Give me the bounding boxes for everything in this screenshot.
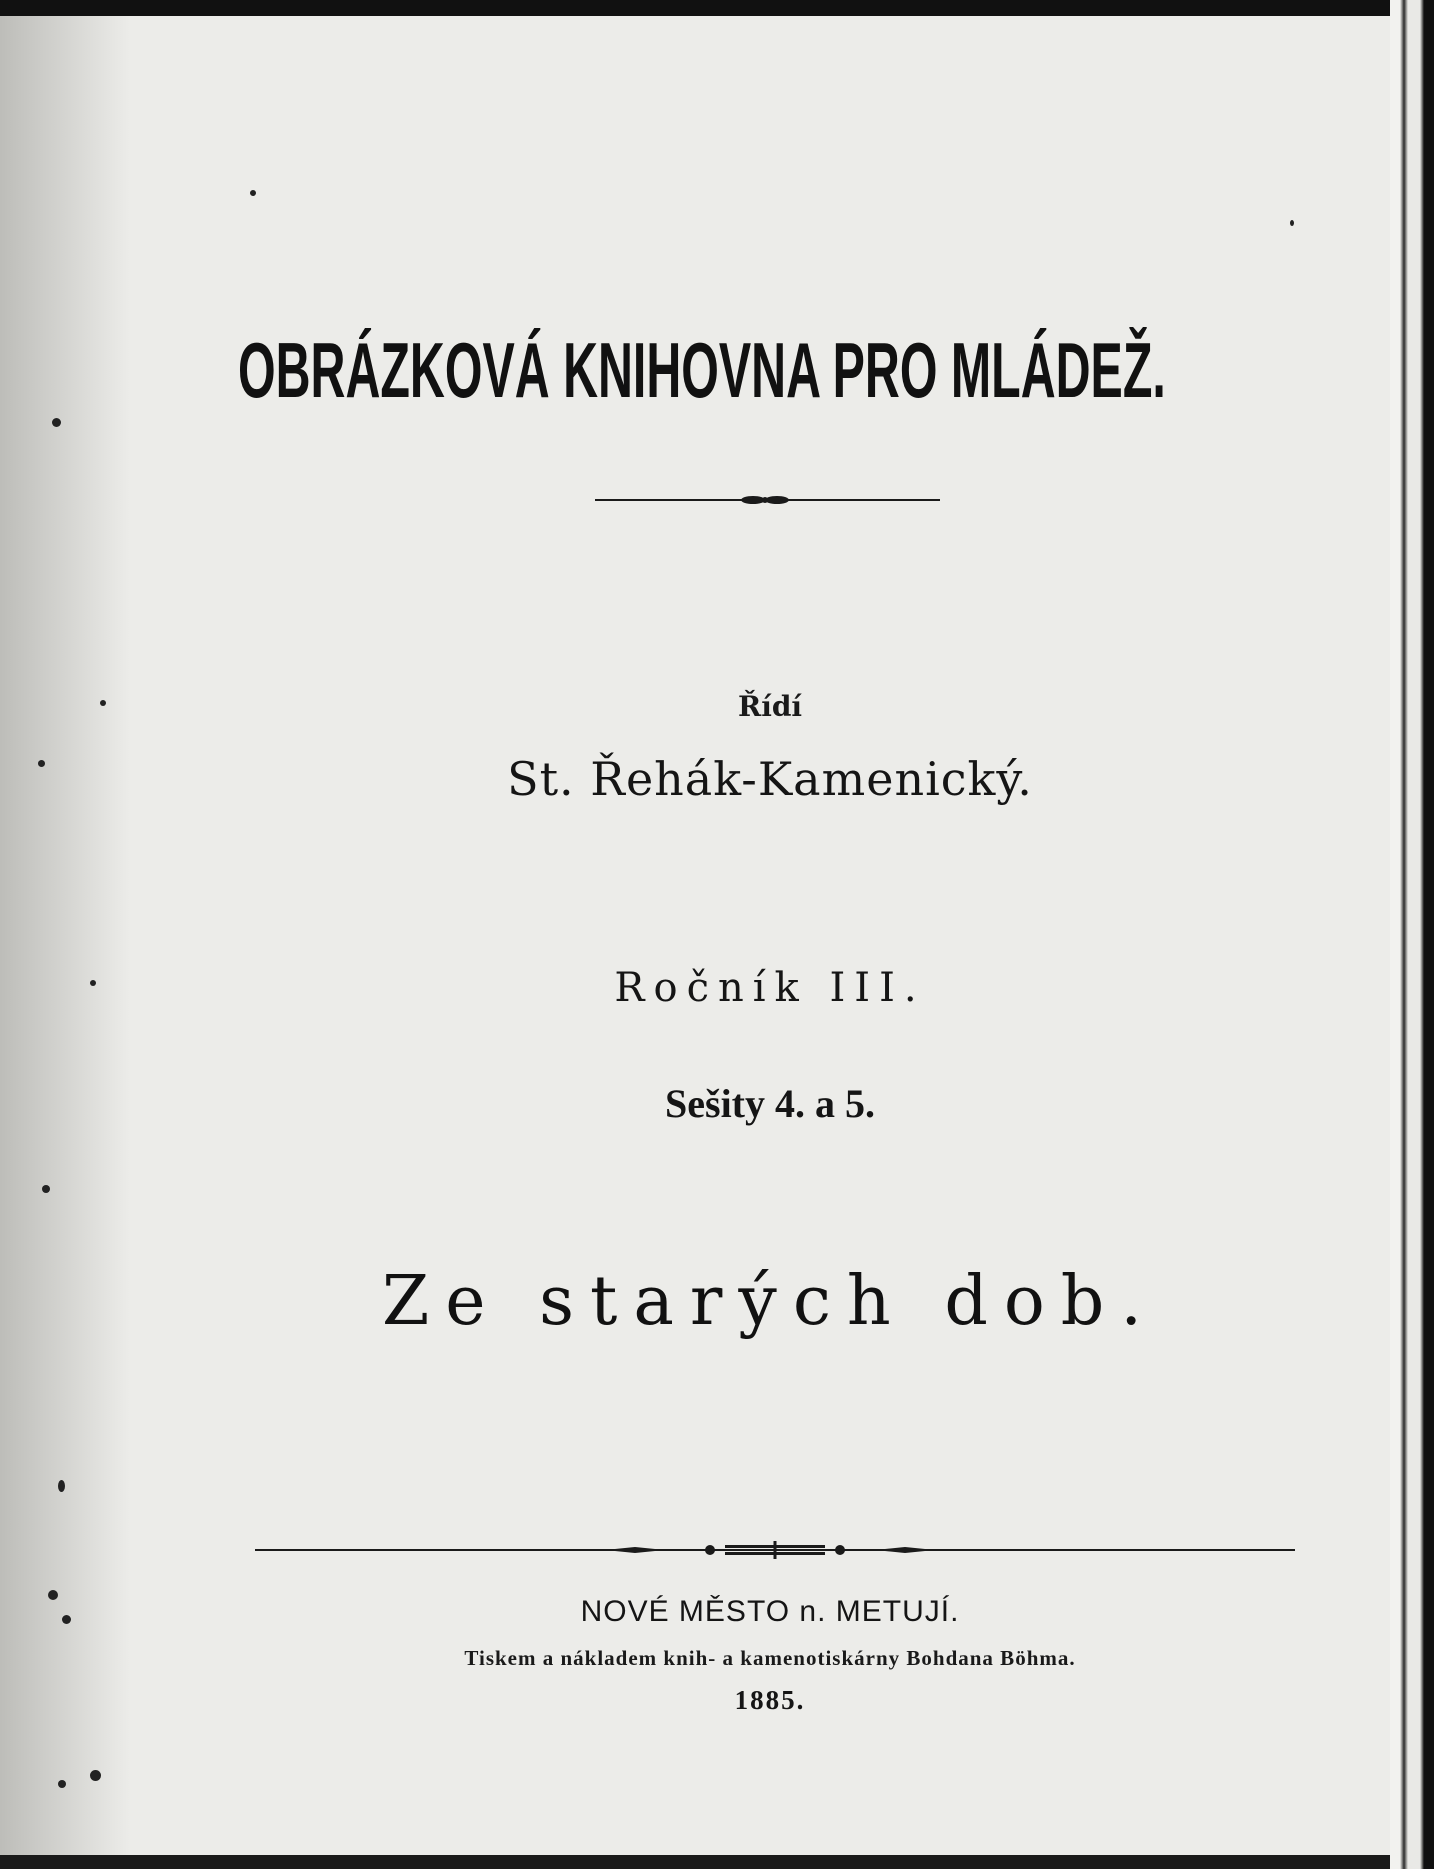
- editor-name: St. Řehák-Kamenický.: [507, 752, 1033, 806]
- publication-year: 1885.: [734, 1685, 806, 1715]
- paper-speck: [90, 1770, 101, 1781]
- volume-number: Ročník III.: [614, 965, 926, 1011]
- paper-speck: [58, 1780, 66, 1788]
- publication-place: NOVÉ MĚSTO n. METUJÍ.: [580, 1595, 960, 1628]
- book-title: Ze starých dob.: [382, 1262, 1158, 1341]
- ornament-divider: [595, 490, 940, 510]
- scan-top-border: [0, 0, 1434, 16]
- paper-speck: [58, 1480, 65, 1492]
- scan-shadow: [0, 0, 130, 1855]
- printer-line: Tiskem a nákladem knih- a kamenotiskárny Bohdana Böhma.: [464, 1646, 1076, 1670]
- issue-numbers: Sešity 4. a 5.: [665, 1081, 875, 1126]
- paper-speck: [52, 418, 61, 427]
- scan-binding-edge: [1390, 0, 1434, 1869]
- paper-speck: [1290, 220, 1294, 226]
- series-title: OBRÁZKOVÁ KNIHOVNA PRO MLÁDEŽ.: [238, 326, 1166, 414]
- paper-speck: [250, 190, 256, 196]
- ornament-divider-ornate: [255, 1535, 1295, 1565]
- editor-label: Řídí: [737, 690, 803, 723]
- paper-speck: [42, 1185, 50, 1193]
